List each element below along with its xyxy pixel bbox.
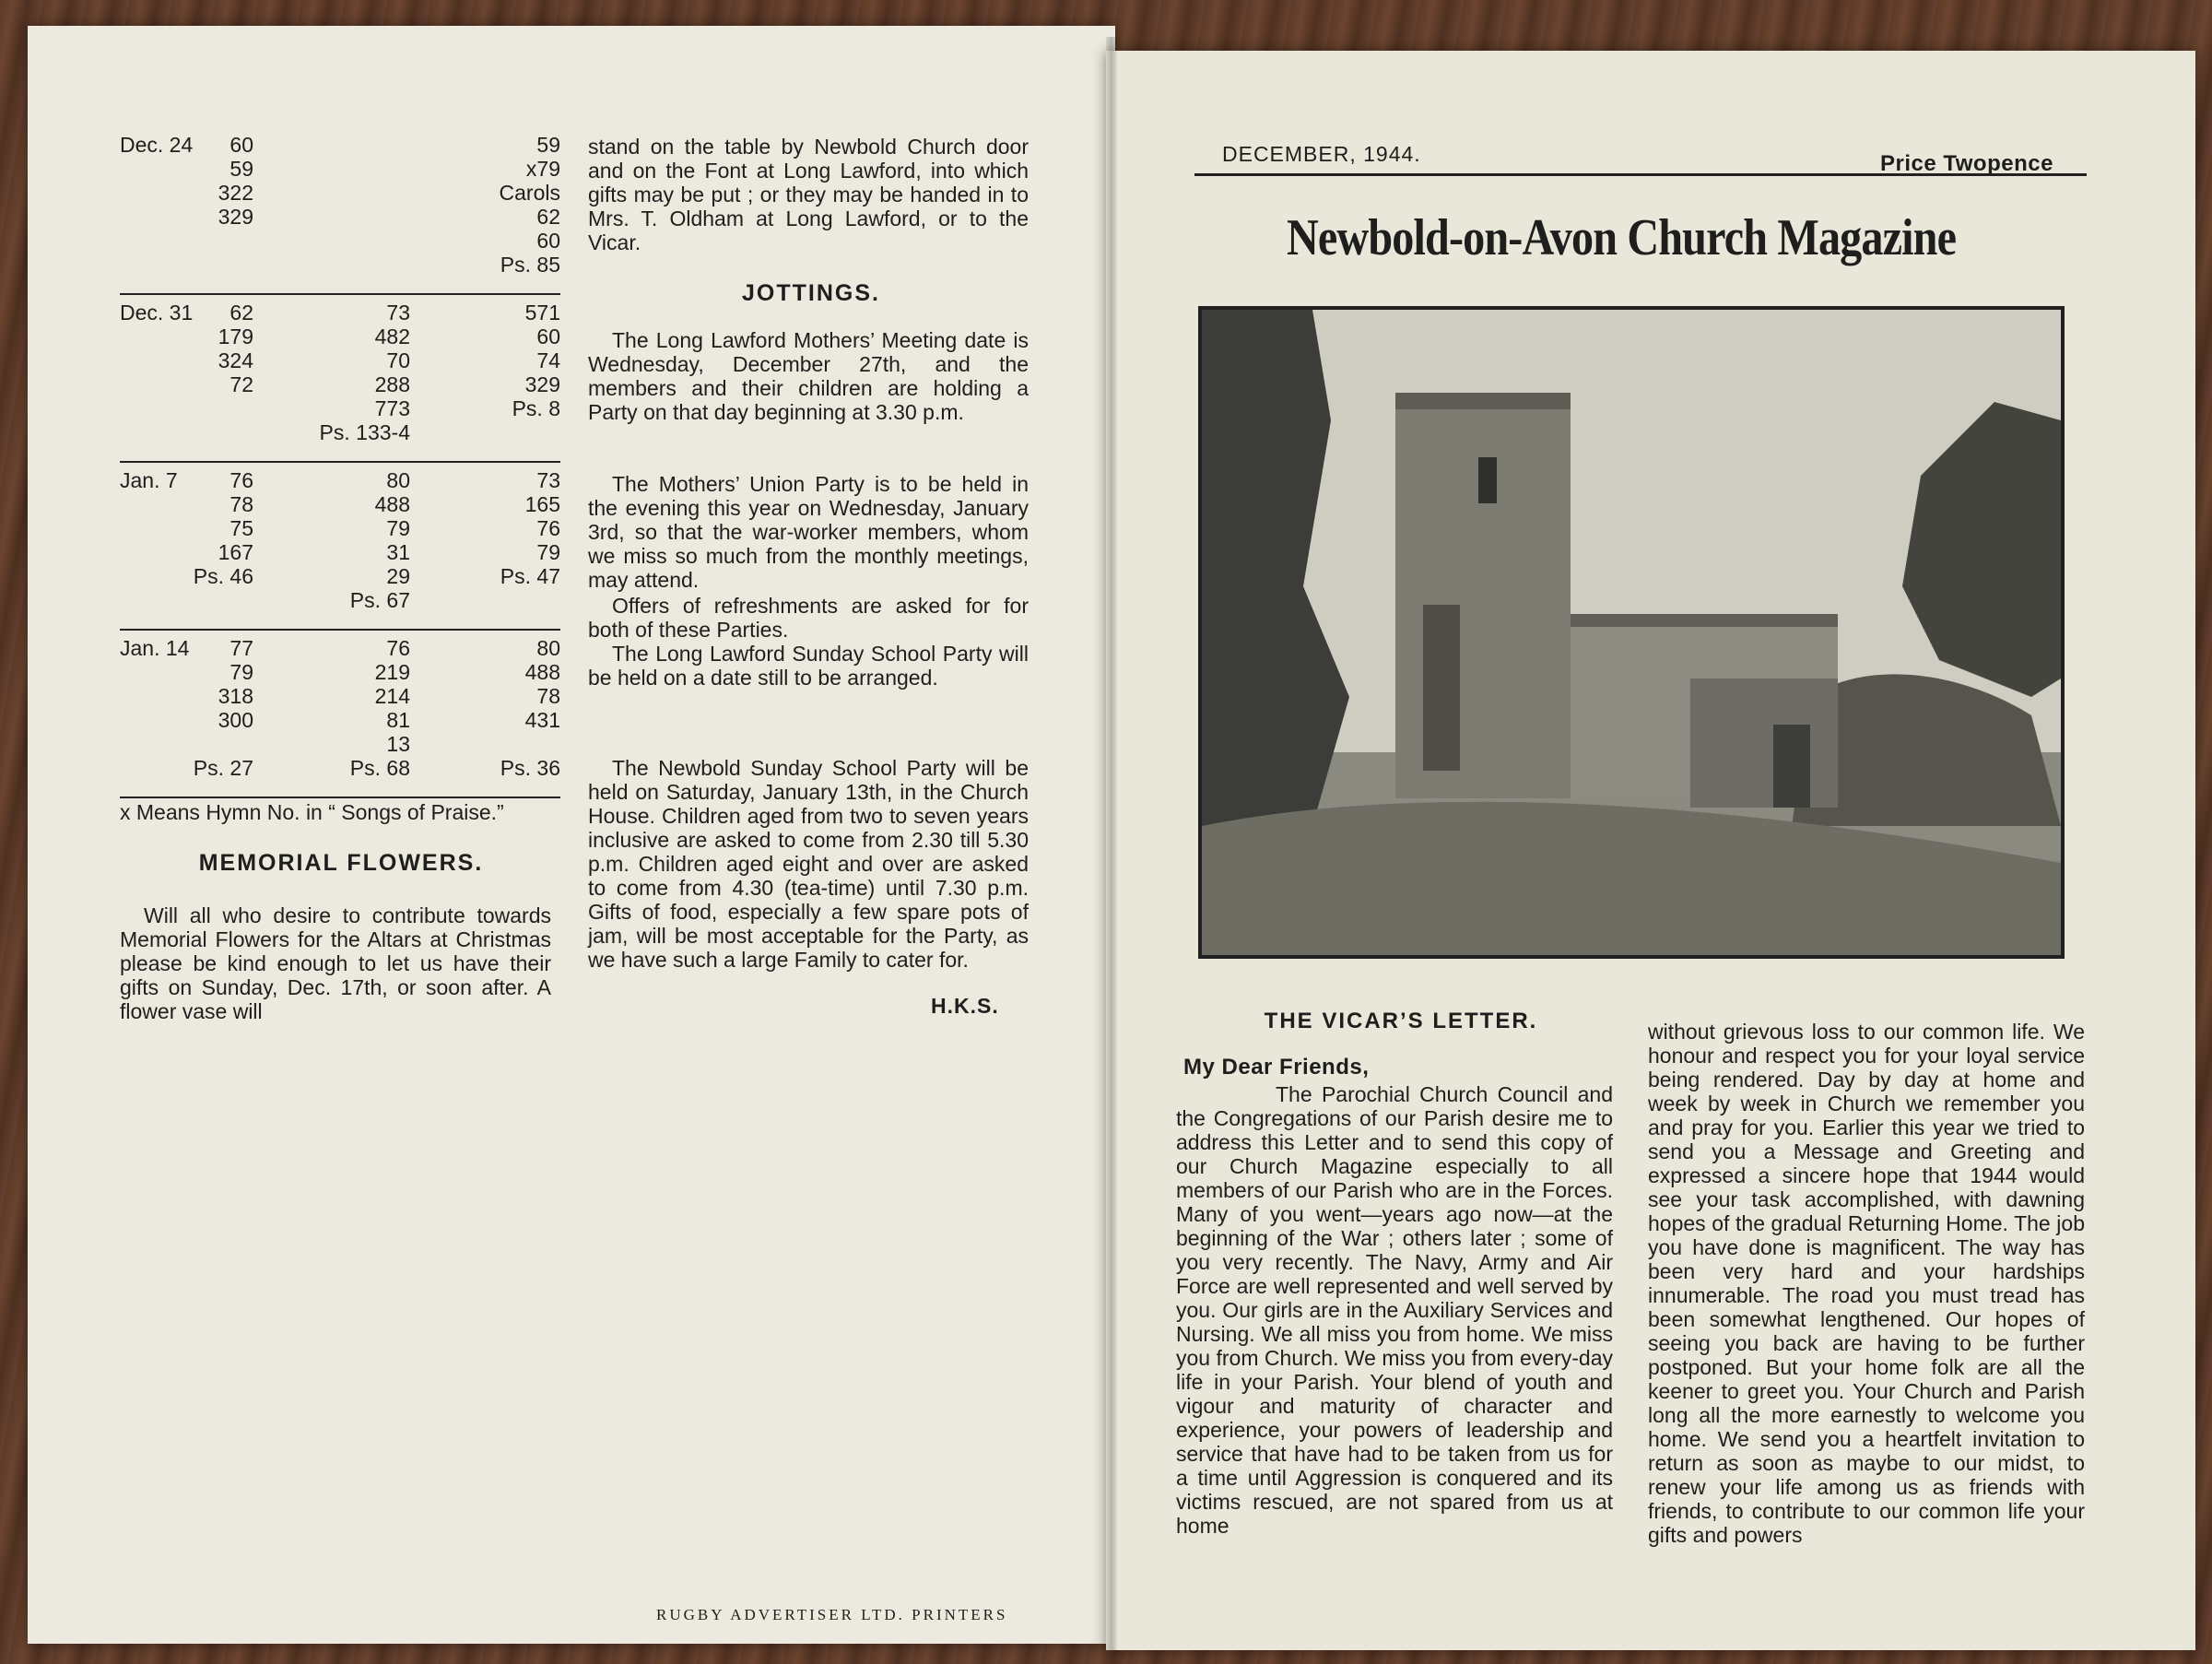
vicars-letter-heading: THE VICAR’S LETTER.: [1264, 1009, 1538, 1033]
hymn-number: 59: [229, 157, 253, 181]
hymn-section-rule: [120, 797, 560, 798]
hymn-number: 329: [218, 205, 253, 229]
jottings-refreshments: Offers of refreshments are asked for for both of these Parties.: [588, 594, 1029, 642]
hymn-number: 60: [229, 133, 253, 157]
hymn-number: 76: [229, 468, 253, 492]
hymn-date: Jan. 7: [120, 468, 178, 492]
hymn-row: [120, 492, 562, 516]
masthead-rule: [1194, 173, 2087, 176]
hymn-number: 214: [374, 684, 410, 708]
hymn-row: [120, 301, 562, 325]
hymn-number: 488: [374, 492, 410, 516]
hymn-number: 31: [386, 540, 410, 564]
hymn-number: 329: [524, 372, 560, 396]
hymn-number: 165: [524, 492, 560, 516]
hymn-section-rule: [120, 629, 560, 631]
hymn-number: 81: [386, 708, 410, 732]
hymn-number: Carols: [499, 181, 560, 205]
hymn-number: 79: [229, 660, 253, 684]
hymn-number: 76: [536, 516, 560, 540]
hymn-number: Ps. 68: [349, 756, 410, 780]
vicars-letter-column-1: The Parochial Church Council and the Congregations of our Parish desire me to address this Letter and to send this copy of our Church Magazine especially to all members of our Parish who are in the Forces. Many of you went—years ago now—at the beginning of the War ; others later ; some of you very recently. The Navy, Army and Air Force are well represented and well served by you. Our girls are in the Auxiliary Services and Nursing. We all miss you from home. We miss you from Church. We miss you from every-day life in your Parish. Your blend of youth and vigour and maturity of character and experience, your powers of leadership and service that have had to be taken from us for a time until Aggression is conquered and its victims rescued, are not spared from us at home: [1176, 1082, 1613, 1538]
hymn-section-rule: [120, 461, 560, 463]
hymn-date: Dec. 31: [120, 301, 194, 325]
hymn-row: [120, 420, 562, 444]
hymn-number: 74: [536, 348, 560, 372]
hymn-number: 80: [386, 468, 410, 492]
page-fold: [1106, 37, 1117, 1650]
jottings-long-lawford-party: The Long Lawford Sunday School Party will be held on a date still to be arranged.: [588, 642, 1029, 690]
hymn-row: [120, 684, 562, 708]
hymn-row: [120, 636, 562, 660]
hymn-row: [120, 205, 562, 229]
hymn-number: 60: [536, 325, 560, 348]
signature: H.K.S.: [931, 994, 999, 1018]
hymn-row: [120, 253, 562, 277]
hymn-number: 78: [229, 492, 253, 516]
hymn-number: Ps. 46: [193, 564, 253, 588]
salutation: My Dear Friends,: [1183, 1055, 1370, 1080]
memorial-text: Will all who desire to contribute towards Memorial Flowers for the Altars at Christmas please be kind enough to let us have their gifts on Sunday, Dec. 17th, or soon after. A flower vase will: [120, 903, 551, 1023]
hymn-number: 29: [386, 564, 410, 588]
hymn-number: 78: [536, 684, 560, 708]
hymn-row: [120, 708, 562, 732]
hymn-number: 76: [386, 636, 410, 660]
hymn-number: Ps. 47: [500, 564, 560, 588]
church-photo: [1198, 306, 2065, 959]
hymn-section-rule: [120, 293, 560, 295]
hymn-number: 482: [374, 325, 410, 348]
hymn-number: 60: [536, 229, 560, 253]
hymn-number: 70: [386, 348, 410, 372]
hymn-number: 324: [218, 348, 253, 372]
hymn-number: 167: [218, 540, 253, 564]
hymn-footnote: x Means Hymn No. in “ Songs of Praise.”: [120, 800, 504, 824]
hymn-row: [120, 181, 562, 205]
hymn-number: Ps. 27: [193, 756, 253, 780]
hymn-row: [120, 348, 562, 372]
jottings-newbold-party: The Newbold Sunday School Party will be held on Saturday, January 13th, in the Church House. Children aged from two to seven years inclusive are asked to come from 2.30 till 5.30 p.m. Children aged eight and over are asked to come from 4.30 (tea-time) until 7.30 p.m. Gifts of food, especially a few spare pots of jam, will be most acceptable for the Party, as we have such a large Family to cater for.: [588, 756, 1029, 972]
jottings-mothers-union: The Mothers’ Union Party is to be held in the evening this year on Wednesday, January 3rd, so that the war-worker members, whom we miss so much from the monthly meetings, may attend.: [588, 472, 1029, 592]
church-illustration: [1202, 310, 2061, 955]
hymn-row: [120, 660, 562, 684]
jottings-mothers-meeting: The Long Lawford Mothers’ Meeting date is Wednesday, December 27th, and the members and their children are holding a Party on that day beginning at 3.30 p.m.: [588, 328, 1029, 424]
hymn-number: 488: [524, 660, 560, 684]
hymn-row: [120, 133, 562, 157]
hymn-row: [120, 540, 562, 564]
vicars-letter-column-2: without grievous loss to our common life. We honour and respect you for your loyal service being rendered. Day by day at home and week by week in Church we remember you and pray for you. Earlier this year we tried to send you a Message and Greeting and expressed a sincere hope that 1944 would see your task accomplished, with dawning hopes of the gradual Returning Home. The job you have done is magnificent. The way has been very hard and your hardships innumerable. The road you must tread has been somewhat lengthened. Our hopes of seeing you back are having to be further postponed. But your home folk are all the keener to greet you. Your Church and Parish long all the more earnestly to welcome you home. We send you a heartfelt invitation to return as soon as maybe to our midst, to renew your life among us as friends with friends, to contribute to our common life your gifts and powers: [1648, 1020, 2085, 1547]
hymn-row: [120, 229, 562, 253]
hymn-row: [120, 516, 562, 540]
hymn-number: 79: [536, 540, 560, 564]
hymn-number: 13: [386, 732, 410, 756]
hymn-row: [120, 564, 562, 588]
hymn-number: 318: [218, 684, 253, 708]
memorial-heading: MEMORIAL FLOWERS.: [198, 850, 484, 876]
hymn-number: 73: [386, 301, 410, 325]
hymn-date: Dec. 24: [120, 133, 194, 157]
hymn-number: Ps. 85: [500, 253, 560, 277]
hymn-number: 179: [218, 325, 253, 348]
hymn-number: 72: [229, 372, 253, 396]
hymn-number: 75: [229, 516, 253, 540]
hymn-number: 322: [218, 181, 253, 205]
hymn-number: 62: [229, 301, 253, 325]
hymn-number: 571: [524, 301, 560, 325]
hymn-number: 80: [536, 636, 560, 660]
price-label: Price Twopence: [1880, 151, 2053, 176]
hymn-number: 288: [374, 372, 410, 396]
hymn-row: [120, 325, 562, 348]
hymn-number: 431: [524, 708, 560, 732]
hymn-number: Ps. 8: [512, 396, 560, 420]
hymn-number: 219: [374, 660, 410, 684]
hymn-number: Ps. 36: [500, 756, 560, 780]
hymn-row: [120, 468, 562, 492]
hymn-row: [120, 372, 562, 396]
hymn-number: 300: [218, 708, 253, 732]
hymn-row: [120, 732, 562, 756]
hymn-number: 79: [386, 516, 410, 540]
hymn-number: Ps. 67: [349, 588, 410, 612]
hymn-number: 59: [536, 133, 560, 157]
jottings-heading: JOTTINGS.: [742, 280, 880, 306]
hymn-number: x79: [525, 157, 560, 181]
printer-imprint: RUGBY ADVERTISER LTD. PRINTERS: [656, 1606, 1008, 1623]
hymn-number: Ps. 133-4: [319, 420, 410, 444]
magazine-title: Newbold-on-Avon Church Magazine: [1287, 209, 1957, 266]
hymn-row: [120, 157, 562, 181]
hymn-number: 73: [536, 468, 560, 492]
memorial-text-continued: stand on the table by Newbold Church door and on the Font at Long Lawford, into which gifts may be put ; or they may be handed in to Mrs. T. Oldham at Long Lawford, or to the Vicar.: [588, 135, 1029, 254]
hymn-date: Jan. 14: [120, 636, 190, 660]
hymn-row: [120, 756, 562, 780]
issue-date: DECEMBER, 1944.: [1222, 142, 1421, 166]
hymn-row: [120, 588, 562, 612]
hymn-row: [120, 396, 562, 420]
hymn-number: 773: [374, 396, 410, 420]
hymn-number: 77: [229, 636, 253, 660]
hymn-number: 62: [536, 205, 560, 229]
